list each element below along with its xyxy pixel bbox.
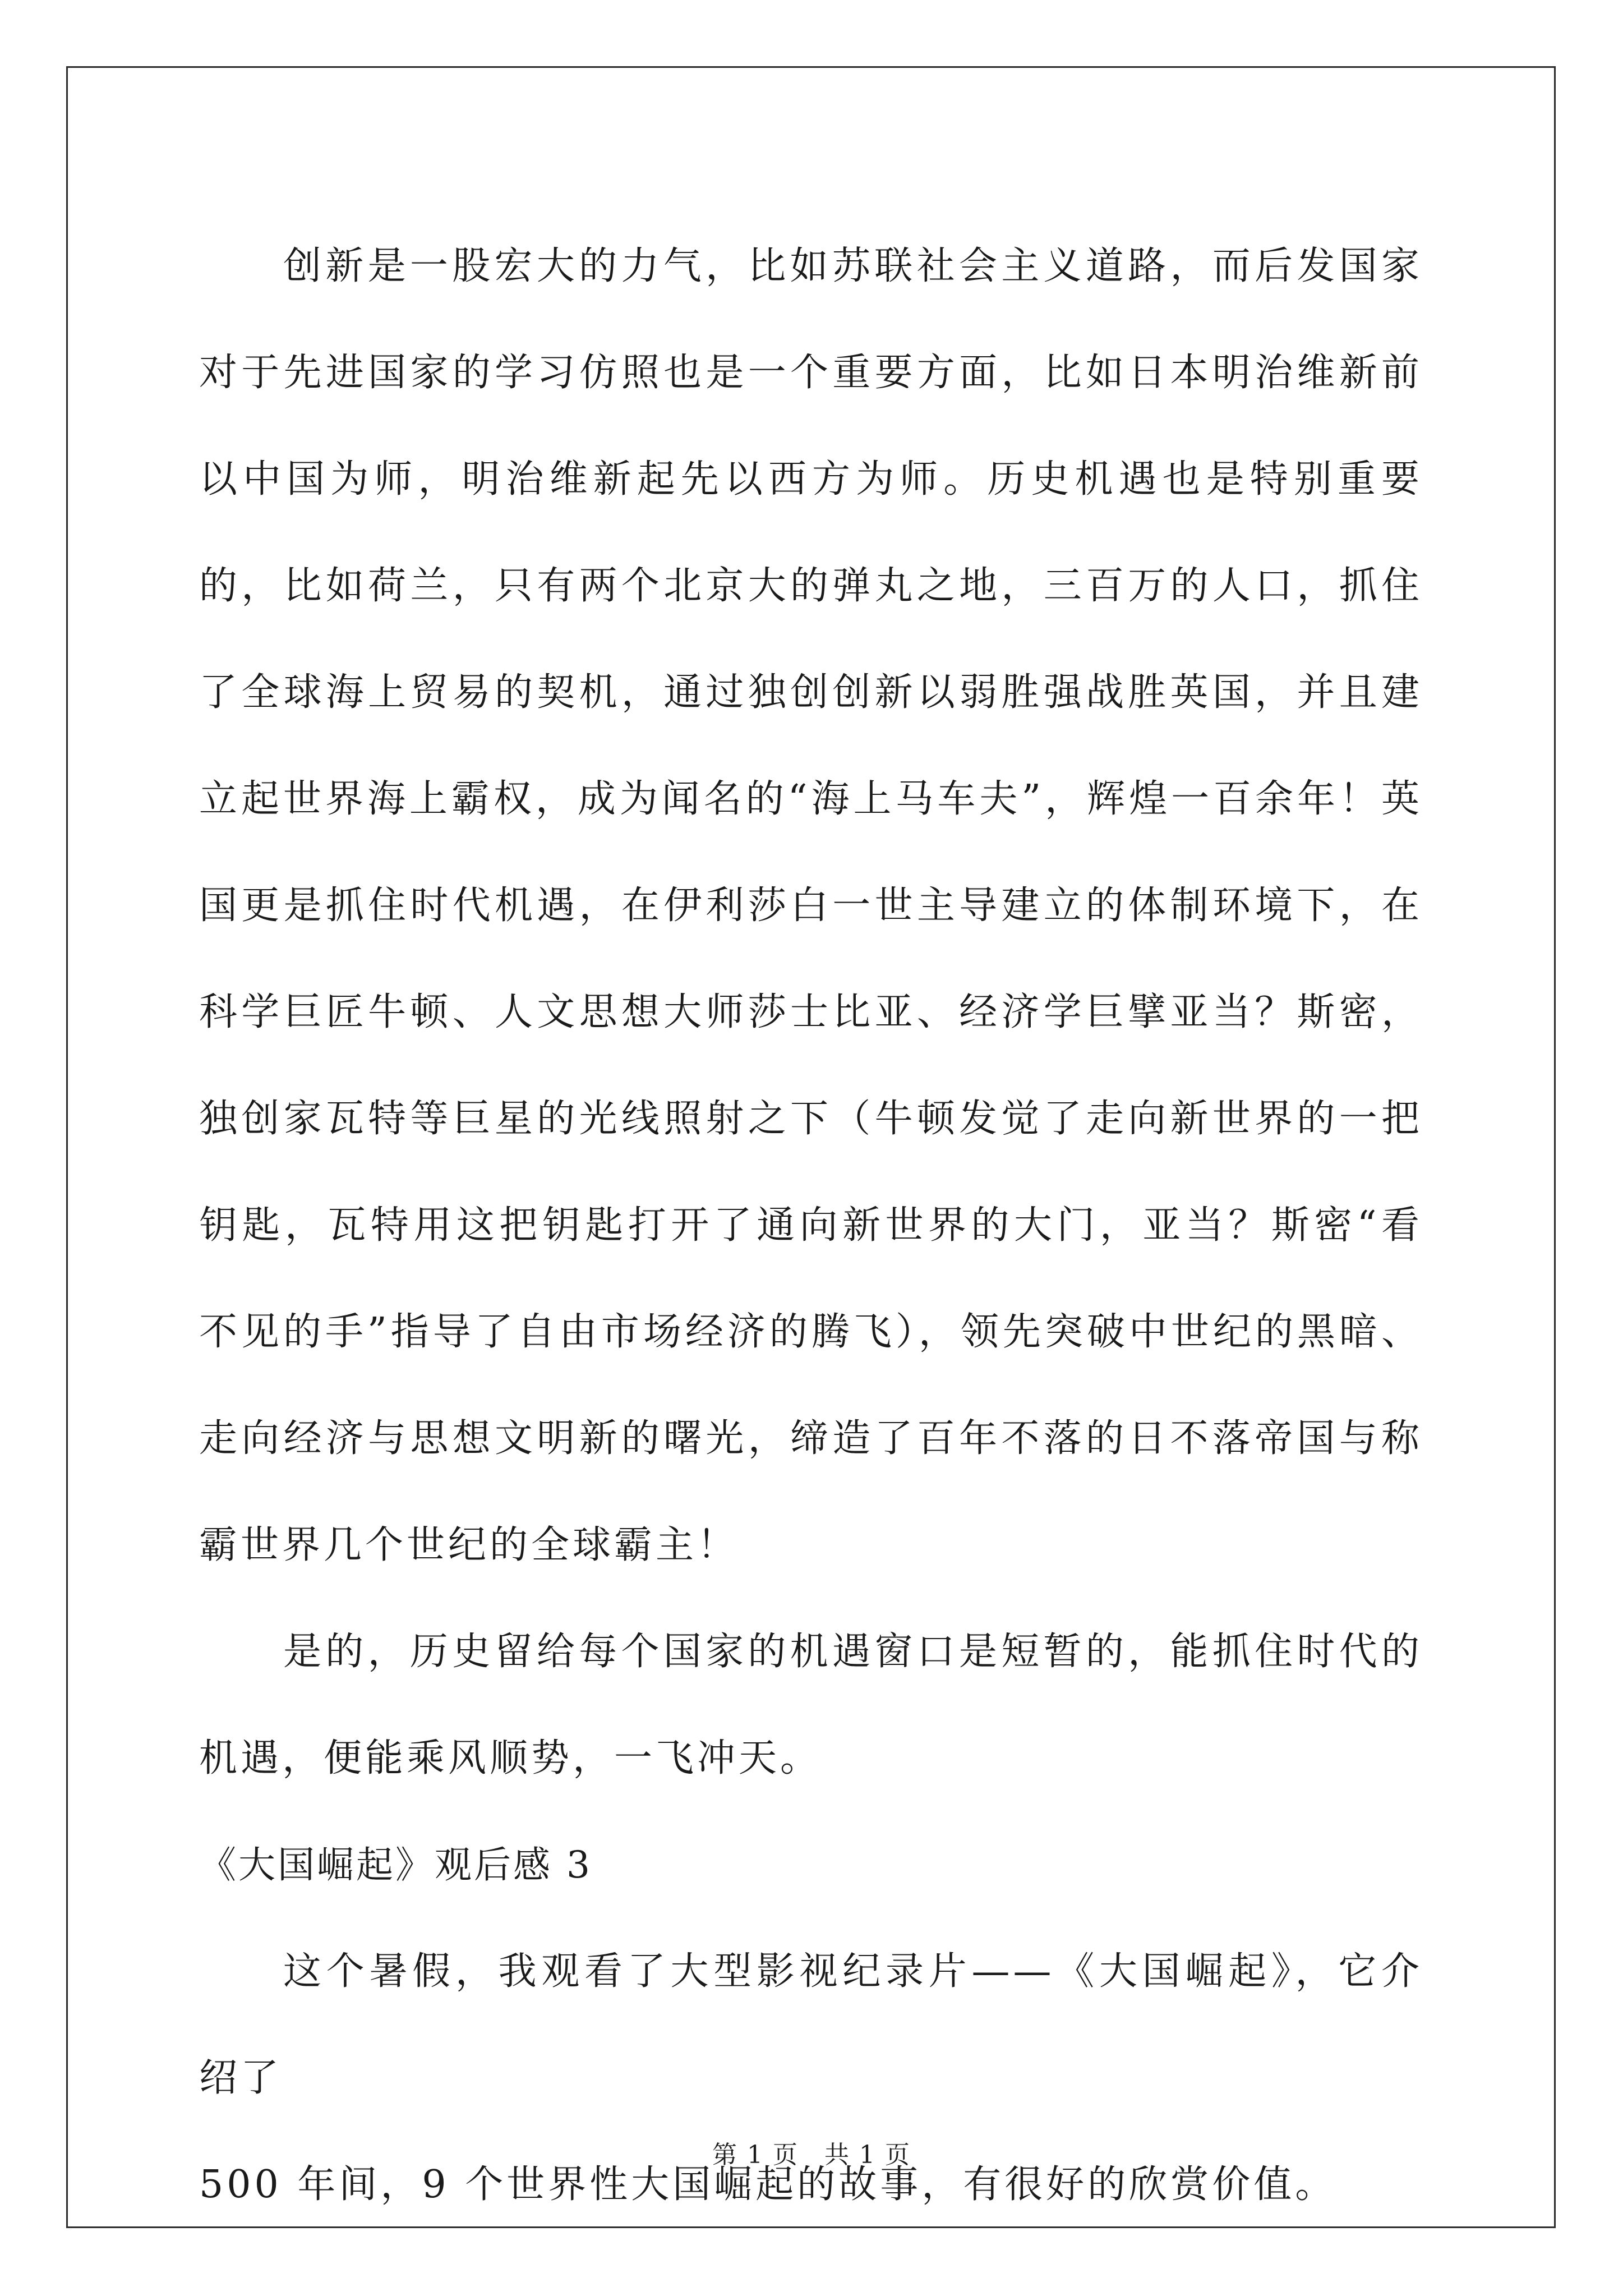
- section-heading: 《大国崛起》观后感 3: [199, 1843, 592, 1887]
- page-footer: 第 1 页 共 1 页: [712, 2141, 911, 2169]
- section-paragraph-line-2: 500 年间，9 个世界性大国崛起的故事，有很好的欣赏价值。: [199, 2162, 1337, 2207]
- section-paragraph-line-1: 这个暑假，我观看了大型影视纪录片——《大国崛起》，它介绍了: [199, 1949, 1423, 2100]
- paragraph-1: 创新是一股宏大的力气，比如苏联社会主义道路，而后发国家对于先进国家的学习仿照也是一个重要方面，比如日本明治维新前以中国为师，明治维新起先以西方为师。历史机遇也是特别重要的，比如荷兰，只有两个北京大的弹丸之地，三百万的人口，抓住了全球海上贸易的契机，通过独创创新以弱胜强战胜英国，并且建立起世界海上霸权，成为闻名的“海上马车夫”，辉煌一百余年！英国更是抓住时代机遇，在伊利莎白一世主导建立的体制环境下，在科学巨匠牛顿、人文思想大师莎士比亚、经济学巨擘亚当？斯密，独创家瓦特等巨星的光线照射之下（牛顿发觉了走向新世界的一把钥匙，瓦特用这把钥匙打开了通向新世界的大门，亚当？斯密“看不见的手”指导了自由市场经济的腾飞），领先突破中世纪的黑暗、走向经济与思想文明新的曙光，缔造了百年不落的日不落帝国与称霸世界几个世纪的全球霸主！: [199, 244, 1423, 1567]
- paragraph-2: 是的，历史留给每个国家的机遇窗口是短暂的，能抓住时代的机遇，便能乘风顺势，一飞冲天。: [199, 1630, 1423, 1780]
- document-body: [199, 213, 1423, 2238]
